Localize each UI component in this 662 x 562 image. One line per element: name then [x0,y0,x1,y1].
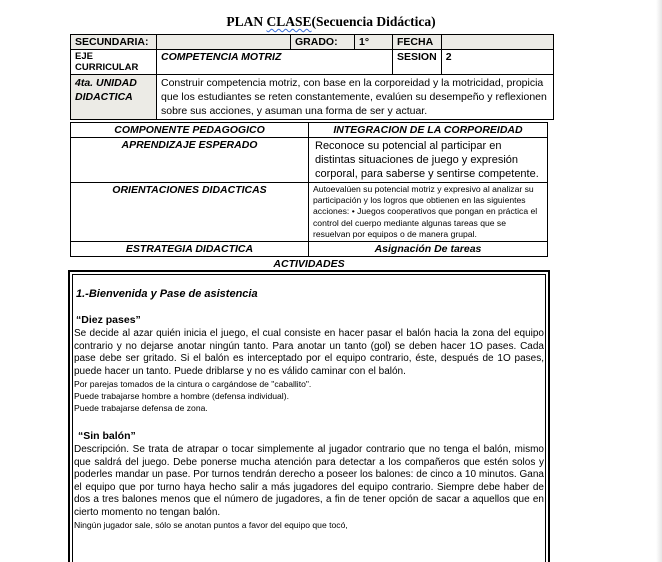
activities-title: ACTIVIDADES [273,258,345,270]
game1-variant-2: Puede trabajarse hombre a hombre (defensa individual). [74,391,289,401]
document-title: PLAN CLASE(Secuencia Didáctica) [226,14,436,29]
game2-note: Ningún jugador sale, sólo se anotan puntos a favor del equipo que tocó, [74,520,348,530]
eje-value: COMPETENCIA MOTRIZ [157,50,393,75]
estrategia-value: Asignación De tareas [309,242,548,257]
estrategia-label: ESTRATEGIA DIDACTICA [71,242,309,257]
col-header-componente: COMPONENTE PEDAGOGICO [71,123,309,138]
orientaciones-label: ORIENTACIONES DIDACTICAS [71,183,309,242]
secundaria-label: SECUNDARIA: [71,35,157,50]
sesion-label: SESION [393,50,442,75]
unidad-description: Construir competencia motriz, con base en la corporeidad y la motricidad, propicia que los estudiantes se reten constantemente, evalúen su desempeño y reflexionen sobre sus acciones, y asuman una forma de ser y actuar. [157,75,554,120]
page-edge [656,0,662,562]
fecha-value [441,35,553,50]
sesion-value: 2 [441,50,553,75]
game2-description: Descripción. Se trata de atrapar o tocar simplemente al jugador contrario que no tenga el balón, mismo que saldrá del juego. Debe ponerse mucha atención para detectar a los compañeros que estén solos y poderles mandar un pase. Por turnos tendrán derecho a poseer los balones: de cinco a 10 minutos. Gana el equipo que por turno haya hecho salir a más jugadores del equipo contrario. Siempre debe haber de dos a tres balones menos que el número de jugadores, a fin de tener opción de sacar a aquellos que en cierto momento no tengan balón. [74,444,544,518]
orientaciones-value: Autoevalúen su potencial motriz y expresivo al analizar su participación y los logros que obtienen en las siguientes acciones: • Juegos cooperativos que pongan en práctica el control del cuerpo mediante algunas tareas que se resuelvan por equipos o de manera grupal. [309,183,548,242]
game2-title: “Sin balón” [78,430,136,442]
section-title: 1.-Bienvenida y Pase de asistencia [76,288,258,300]
header-table [70,34,554,120]
fecha-label: FECHA [393,35,442,50]
col-header-integracion: INTEGRACION DE LA CORPOREIDAD [309,123,548,138]
spellcheck-word: CLASE [266,14,312,29]
game1-title: “Diez pases” [76,314,141,326]
game1-variant-1: Por parejas tomados de la cintura o cargándose de "caballito". [74,379,312,389]
components-table [70,122,548,257]
aprendizaje-value: Reconoce su potencial al participar en distintas situaciones de juego y expresión corporal, para saberse y sentirse competente. [309,138,548,183]
grado-value: 1° [355,35,393,50]
game1-description: Se decide al azar quién inicia el juego, el cual consiste en hacer pasar el balón hacia la zona del equipo contrario y no dejarse anotar ningún tanto. Para anotar un tanto (gol) se deben hacer 1O pases. Cada pase debe ser gritado. Si el balón es interceptado por el equipo contrario, éste, después de 1O pases, puede hacer un tanto. Puede driblarse y no es válido caminar con el balón. [74,328,544,377]
secundaria-value [157,35,291,50]
grado-label: GRADO: [291,35,355,50]
aprendizaje-label: APRENDIZAJE ESPERADO [71,138,309,183]
game1-variant-3: Puede trabajarse defensa de zona. [74,403,208,413]
eje-label: EJE CURRICULAR [71,50,157,75]
unidad-label: 4ta. UNIDAD DIDACTICA [71,75,157,120]
